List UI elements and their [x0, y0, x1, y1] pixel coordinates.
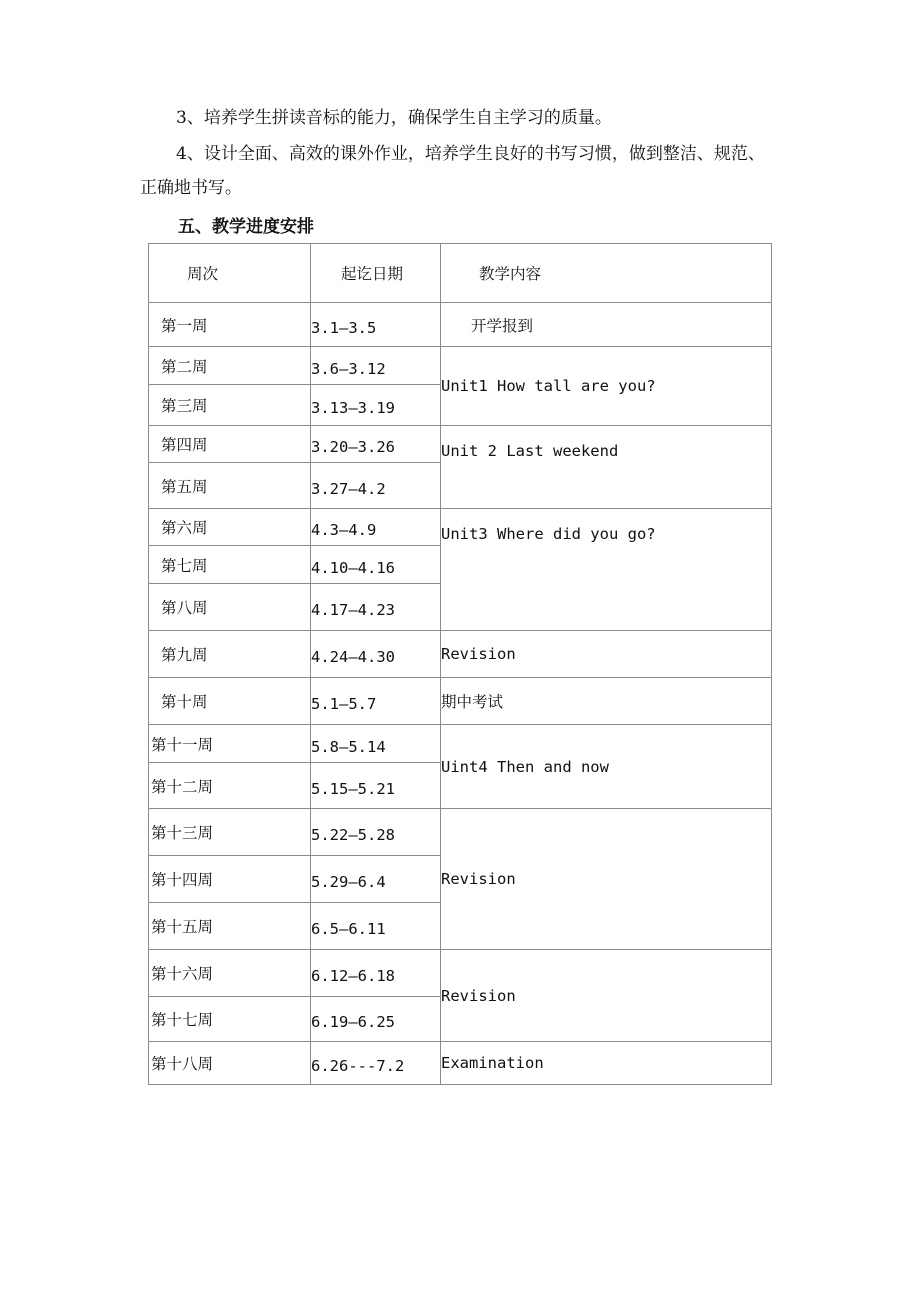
- table-row: [149, 509, 772, 546]
- date-cell: 3.1—3.5: [311, 303, 441, 347]
- date-cell: 5.15—5.21: [311, 763, 441, 809]
- content-cell: Revision: [441, 631, 772, 678]
- week-cell: 第二周: [149, 347, 311, 385]
- schedule-table: [148, 243, 772, 1085]
- date-cell: 6.12—6.18: [311, 950, 441, 997]
- date-cell: 3.6—3.12: [311, 347, 441, 385]
- header-dates: 起讫日期: [311, 244, 441, 303]
- week-cell: 第十五周: [149, 903, 311, 950]
- week-cell: 第十六周: [149, 950, 311, 997]
- week-cell: 第十一周: [149, 725, 311, 763]
- table-row: [149, 347, 772, 385]
- week-cell: 第九周: [149, 631, 311, 678]
- content-cell: Revision: [441, 950, 772, 1042]
- content-cell: Revision: [441, 809, 772, 950]
- date-cell: 6.19—6.25: [311, 997, 441, 1042]
- week-cell: 第一周: [149, 303, 311, 347]
- date-cell: 3.13—3.19: [311, 385, 441, 426]
- week-cell: 第三周: [149, 385, 311, 426]
- content-cell: Examination: [441, 1042, 772, 1085]
- table-row: [149, 303, 772, 347]
- table-row: [149, 1042, 772, 1085]
- week-cell: 第十二周: [149, 763, 311, 809]
- date-cell: 6.26---7.2: [311, 1042, 441, 1085]
- content-cell: Unit 2 Last weekend: [441, 426, 772, 509]
- table-row: [149, 678, 772, 725]
- content-cell: 开学报到: [441, 303, 772, 347]
- week-cell: 第四周: [149, 426, 311, 463]
- section-heading: 五、教学进度安排: [178, 217, 314, 237]
- date-cell: 5.1—5.7: [311, 678, 441, 725]
- header-week: 周次: [149, 244, 311, 303]
- week-cell: 第十七周: [149, 997, 311, 1042]
- content-cell: Unit3 Where did you go?: [441, 509, 772, 631]
- week-cell: 第七周: [149, 546, 311, 584]
- week-cell: 第十八周: [149, 1042, 311, 1085]
- paragraph-4: 4、设计全面、高效的课外作业，培养学生良好的书写习惯，做到整洁、规范、正确地书写。: [140, 144, 765, 198]
- table-row: [149, 950, 772, 997]
- date-cell: 5.8—5.14: [311, 725, 441, 763]
- table-row: [149, 426, 772, 463]
- table-row: [149, 631, 772, 678]
- week-cell: 第八周: [149, 584, 311, 631]
- content-cell: Unit1 How tall are you?: [441, 347, 772, 426]
- paragraph-3: 3、培养学生拼读音标的能力，确保学生自主学习的质量。: [176, 108, 612, 128]
- table-header-row: [149, 244, 772, 303]
- date-cell: 4.17—4.23: [311, 584, 441, 631]
- date-cell: 5.29—6.4: [311, 856, 441, 903]
- date-cell: 4.24—4.30: [311, 631, 441, 678]
- header-content: 教学内容: [441, 244, 772, 303]
- date-cell: 3.20—3.26: [311, 426, 441, 463]
- table-row: [149, 809, 772, 856]
- week-cell: 第六周: [149, 509, 311, 546]
- week-cell: 第十四周: [149, 856, 311, 903]
- week-cell: 第十周: [149, 678, 311, 725]
- date-cell: 3.27—4.2: [311, 463, 441, 509]
- week-cell: 第五周: [149, 463, 311, 509]
- date-cell: 5.22—5.28: [311, 809, 441, 856]
- week-cell: 第十三周: [149, 809, 311, 856]
- table-row: [149, 725, 772, 763]
- content-cell: Uint4 Then and now: [441, 725, 772, 809]
- date-cell: 4.3—4.9: [311, 509, 441, 546]
- date-cell: 4.10—4.16: [311, 546, 441, 584]
- content-cell: 期中考试: [441, 678, 772, 725]
- date-cell: 6.5—6.11: [311, 903, 441, 950]
